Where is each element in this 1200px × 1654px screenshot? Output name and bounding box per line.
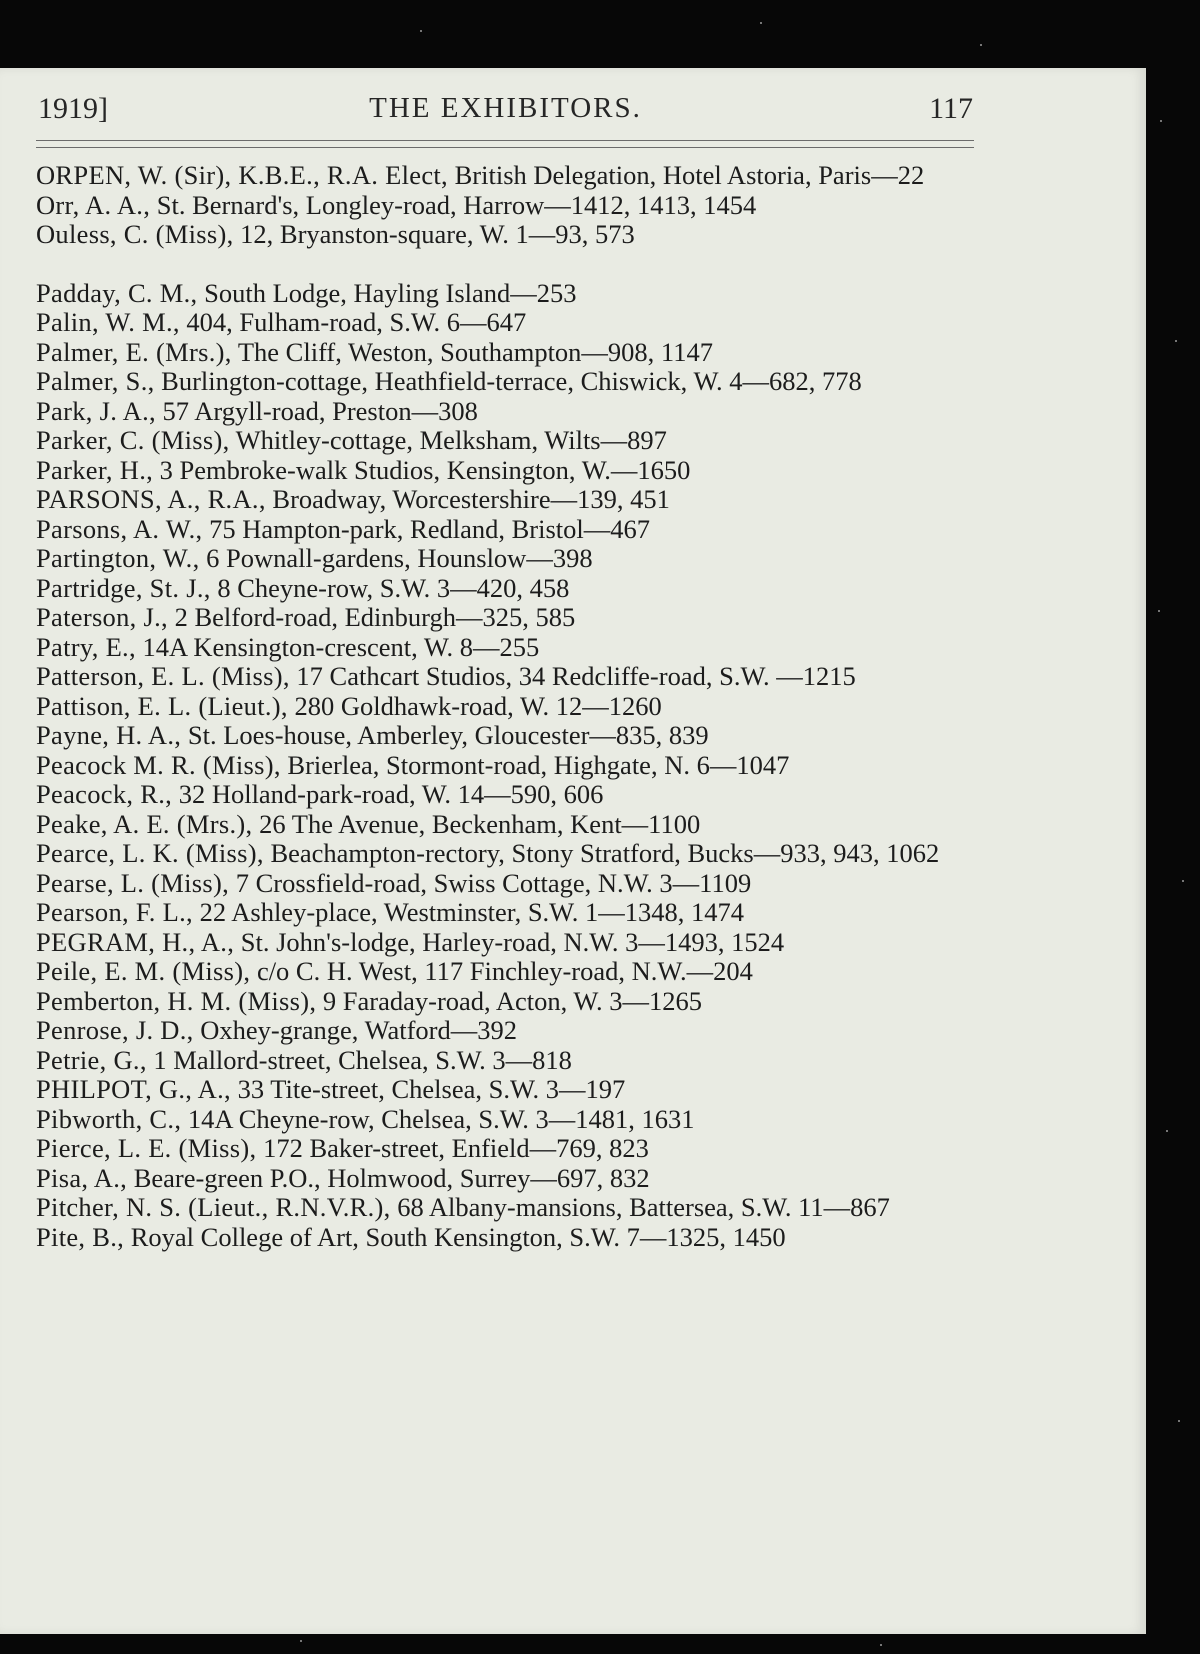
exhibitor-details: 172 Baker-street, Enfield—769, 823 (263, 1133, 649, 1163)
exhibitor-entry (36, 161, 976, 191)
exhibitor-entry (36, 574, 976, 604)
exhibitor-name: Palmer, S., (36, 366, 155, 396)
exhibitor-details: Broadway, Worcestershire—139, 451 (272, 484, 670, 514)
exhibitor-entry (36, 957, 976, 987)
exhibitor-details: Beachampton-rectory, Stony Stratford, Bucks—933, 943, 1062 (270, 838, 940, 868)
exhibitor-details: 17 Cathcart Studios, 34 Redcliffe-road, S.W. —1215 (296, 661, 856, 691)
exhibitor-entry (36, 279, 976, 309)
exhibitor-entry (36, 839, 976, 869)
exhibitor-name: PHILPOT, G., A., (36, 1074, 231, 1104)
exhibitor-details: 33 Tite-street, Chelsea, S.W. 3—197 (237, 1074, 626, 1104)
exhibitor-entry (36, 1075, 976, 1105)
exhibitor-details: 404, Fulham-road, S.W. 6—647 (186, 307, 527, 337)
exhibitor-details: The Cliff, Weston, Southampton—908, 1147 (237, 336, 713, 367)
exhibitor-entry (36, 1134, 976, 1164)
exhibitor-entry (36, 308, 976, 338)
exhibitor-entry (36, 721, 976, 751)
exhibitor-details: 32 Holland-park-road, W. 14—590, 606 (178, 779, 604, 809)
exhibitor-name: Peake, A. E. (Mrs.), (36, 808, 253, 839)
exhibitor-name: Petrie, G., (36, 1044, 147, 1075)
exhibitor-name: Pearson, F. L., (36, 897, 193, 927)
exhibitor-name: Pemberton, H. M. (Miss), (36, 985, 317, 1016)
exhibitor-name: Patterson, E. L. (Miss), (36, 661, 290, 691)
exhibitor-name: Ouless, C. (Miss), (36, 219, 234, 249)
exhibitor-details: Burlington-cottage, Heathfield-terrace, Chiswick, W. 4—682, 778 (161, 366, 862, 396)
page-number: 117 (929, 92, 973, 125)
exhibitor-details: c/o C. H. West, 117 Finchley-road, N.W.—204 (256, 956, 753, 986)
exhibitor-list (36, 161, 976, 1252)
exhibitor-entry (36, 220, 976, 250)
exhibitor-entry (36, 1046, 976, 1076)
exhibitor-name: Patry, E., (36, 631, 136, 662)
exhibitor-name: Orr, A. A., (36, 189, 151, 220)
exhibitor-details: 14A Kensington-crescent, W. 8—255 (142, 631, 540, 662)
exhibitor-name: Peile, E. M. (Miss), (36, 956, 251, 986)
exhibitor-entry (36, 692, 976, 722)
exhibitor-details: 7 Crossfield-road, Swiss Cottage, N.W. 3—1109 (235, 867, 752, 898)
exhibitor-details: Beare-green P.O., Holmwood, Surrey—697, 832 (133, 1162, 650, 1193)
exhibitor-details: Royal College of Art, South Kensington, S.W. 7—1325, 1450 (130, 1221, 786, 1252)
exhibitor-name: Partridge, St. J., (36, 572, 211, 603)
exhibitor-name: Pisa, A., (36, 1162, 128, 1193)
exhibitor-details: British Delegation, Hotel Astoria, Paris—22 (454, 160, 925, 190)
exhibitor-details: 68 Albany-mansions, Battersea, S.W. 11—867 (397, 1192, 890, 1222)
exhibitor-name: Partington, W., (36, 543, 200, 573)
exhibitor-name: Peacock, R., (36, 779, 173, 809)
exhibitor-entry (36, 633, 976, 663)
exhibitor-name: Payne, H. A., (36, 720, 182, 750)
exhibitor-name: Palmer, E. (Mrs.), (36, 336, 232, 367)
exhibitor-details: Brierlea, Stormont-road, Highgate, N. 6—1047 (287, 749, 790, 780)
exhibitor-details: 57 Argyll-road, Preston—308 (162, 395, 478, 426)
exhibitor-entry (36, 810, 976, 840)
exhibitor-details: St. Bernard's, Longley-road, Harrow—1412, 1413, 1454 (156, 189, 757, 220)
exhibitor-entry (36, 338, 976, 368)
exhibitor-entry (36, 485, 976, 515)
exhibitor-entry (36, 544, 976, 574)
exhibitor-name: Parker, H., (36, 454, 154, 485)
exhibitor-name: Pitcher, N. S. (Lieut., R.N.V.R.), (36, 1192, 391, 1222)
exhibitor-details: 1 Mallord-street, Chelsea, S.W. 3—818 (153, 1044, 572, 1075)
exhibitor-name: ORPEN, W. (Sir), K.B.E., R.A. Elect, (36, 160, 448, 190)
exhibitor-details: 280 Goldhawk-road, W. 12—1260 (294, 690, 662, 721)
exhibitor-entry (36, 1223, 976, 1253)
exhibitor-entry (36, 898, 976, 928)
exhibitor-name: Pearce, L. K. (Miss), (36, 838, 264, 868)
exhibitor-name: Parsons, A. W., (36, 513, 203, 544)
exhibitor-entry (36, 1016, 976, 1046)
exhibitor-name: Pite, B., (36, 1221, 125, 1252)
header-year: 1919] (38, 92, 108, 125)
exhibitor-details: 8 Cheyne-row, S.W. 3—420, 458 (217, 572, 570, 603)
exhibitor-details: 2 Belford-road, Edinburgh—325, 585 (174, 602, 576, 632)
exhibitor-name: Peacock M. R. (Miss), (36, 749, 281, 780)
exhibitor-name: Parker, C. (Miss), (36, 425, 230, 455)
exhibitor-details: 9 Faraday-road, Acton, W. 3—1265 (322, 985, 702, 1016)
exhibitor-entry (36, 603, 976, 633)
exhibitor-details: South Lodge, Hayling Island—253 (204, 277, 577, 308)
exhibitor-name: Paterson, J., (36, 602, 168, 632)
header-title: THE EXHIBITORS. (369, 92, 642, 124)
header-rule (36, 140, 974, 148)
exhibitor-name: Penrose, J. D., (36, 1015, 194, 1045)
exhibitor-entry (36, 662, 976, 692)
exhibitor-entry (36, 515, 976, 545)
exhibitor-entry (36, 780, 976, 810)
exhibitor-details: St. John's-lodge, Harley-road, N.W. 3—1493, 1524 (240, 926, 785, 957)
exhibitor-entry (36, 191, 976, 221)
exhibitor-name: Park, J. A., (36, 395, 156, 426)
exhibitor-details: 26 The Avenue, Beckenham, Kent—1100 (259, 808, 701, 839)
exhibitor-details: 22 Ashley-place, Westminster, S.W. 1—1348, 1474 (199, 897, 745, 927)
exhibitor-entry (36, 1105, 976, 1135)
exhibitor-name: Pearse, L. (Miss), (36, 867, 230, 898)
exhibitor-details: 75 Hampton-park, Redland, Bristol—467 (209, 513, 650, 544)
exhibitor-entry (36, 367, 976, 397)
exhibitor-name: Pierce, L. E. (Miss), (36, 1133, 257, 1163)
exhibitor-entry (36, 751, 976, 781)
exhibitor-details: Oxhey-grange, Watford—392 (200, 1015, 517, 1045)
exhibitor-entry (36, 397, 976, 427)
page-header (38, 92, 973, 142)
exhibitor-entry (36, 869, 976, 899)
exhibitor-details: 14A Cheyne-row, Chelsea, S.W. 3—1481, 1631 (187, 1103, 695, 1134)
exhibitor-entry (36, 426, 976, 456)
exhibitor-entry (36, 987, 976, 1017)
exhibitor-name: Palin, W. M., (36, 307, 180, 337)
exhibitor-entry (36, 1193, 976, 1223)
exhibitor-name: Pibworth, C., (36, 1103, 182, 1134)
exhibitor-name: PARSONS, A., R.A., (36, 484, 266, 514)
exhibitor-details: 12, Bryanston-square, W. 1—93, 573 (240, 219, 635, 249)
exhibitor-details: 3 Pembroke-walk Studios, Kensington, W.—1650 (159, 454, 691, 485)
exhibitor-details: 6 Pownall-gardens, Hounslow—398 (206, 543, 593, 573)
exhibitor-name: PEGRAM, H., A., (36, 926, 235, 957)
exhibitor-details: St. Loes-house, Amberley, Gloucester—835, 839 (187, 720, 709, 750)
exhibitor-entry (36, 456, 976, 486)
exhibitor-name: Padday, C. M., (36, 277, 198, 308)
exhibitor-name: Pattison, E. L. (Lieut.), (36, 690, 288, 721)
exhibitor-entry (36, 928, 976, 958)
exhibitor-details: Whitley-cottage, Melksham, Wilts—897 (235, 425, 667, 455)
exhibitor-entry (36, 1164, 976, 1194)
